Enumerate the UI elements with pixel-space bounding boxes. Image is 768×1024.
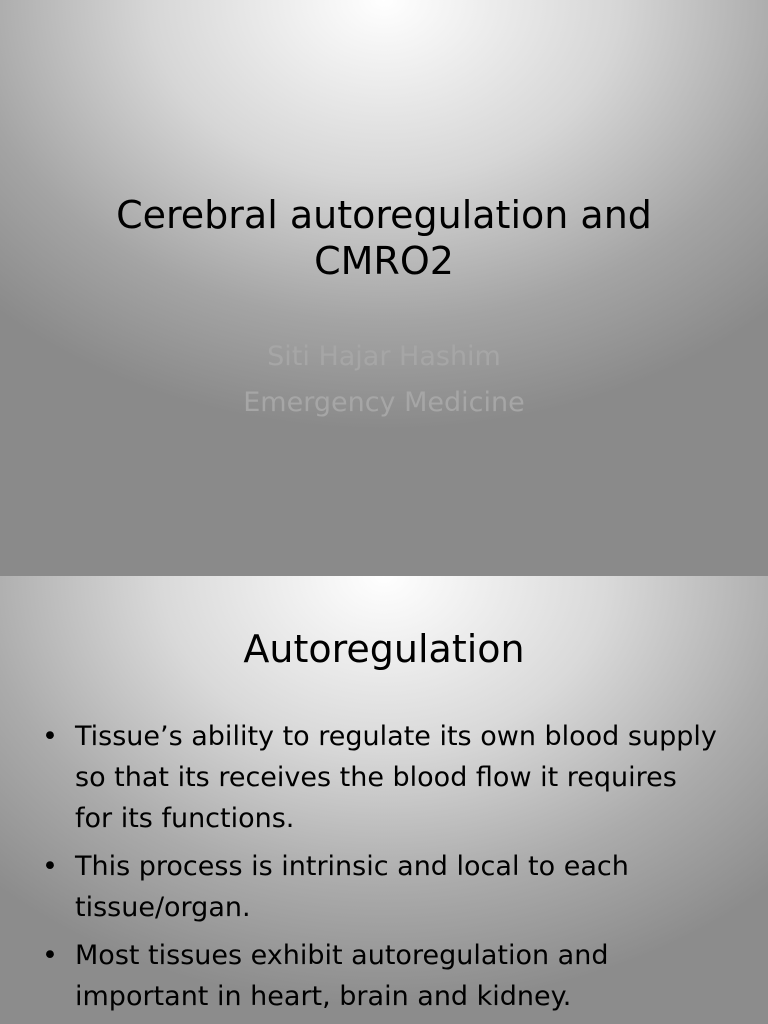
author-name: Siti Hajar Hashim xyxy=(267,341,501,372)
author-department: Emergency Medicine xyxy=(243,387,525,418)
slide-1-subtitle xyxy=(0,334,768,426)
slide-1-title-line-2: CMRO2 xyxy=(314,239,454,283)
bullet-icon: • xyxy=(42,851,58,882)
bullet-text: This process is intrinsic and local to each tissue/organ. xyxy=(75,851,629,923)
slide-1-title-line-1: Cerebral autoregulation and xyxy=(116,193,652,237)
slide-1-title xyxy=(0,192,768,284)
bullet-item xyxy=(42,716,722,839)
bullet-icon: • xyxy=(42,940,58,971)
bullet-text: Most tissues exhibit autoregulation and important in heart, brain and kidney. xyxy=(75,940,609,1012)
bullet-item xyxy=(42,846,722,928)
bullet-list xyxy=(42,716,722,1024)
bullet-icon: • xyxy=(42,721,58,752)
slide-2-title: Autoregulation xyxy=(243,627,525,671)
bullet-text: Tissue’s ability to regulate its own blood supply so that its receives the blood flow it requires for its functions. xyxy=(75,721,717,834)
bullet-item xyxy=(42,935,722,1017)
slide-2 xyxy=(0,576,768,1024)
